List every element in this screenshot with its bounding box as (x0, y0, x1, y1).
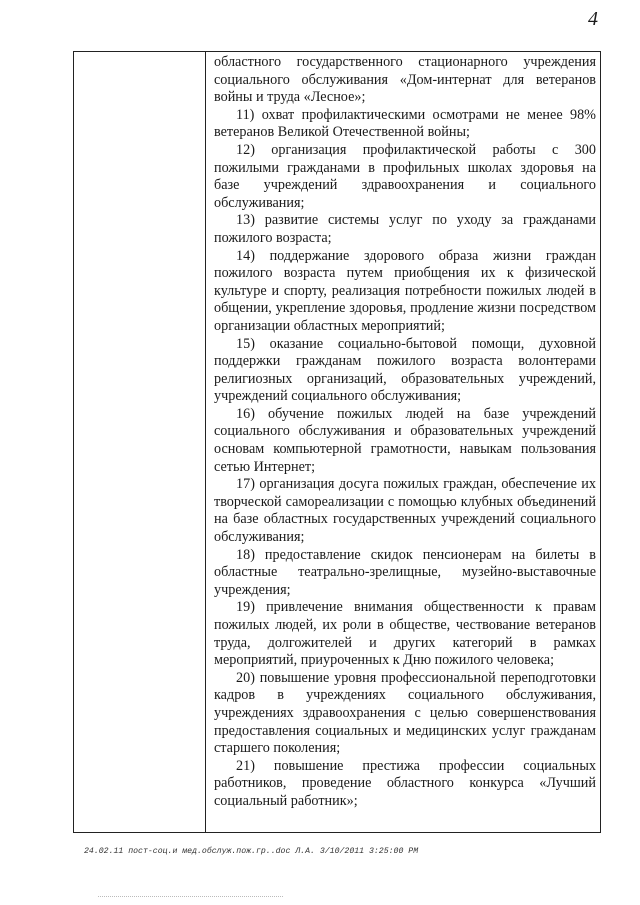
paragraph-item-16: 16) обучение пожилых людей на базе учреждений социального обслуживания и образовательных учреждений основам компьютерной грамотности, навыкам пользования сетью Интернет; (214, 405, 596, 475)
paragraph-item-12: 12) организация профилактической работы с 300 пожилыми гражданами в профильных школах здоровья на базе учреждений здравоохранения и социального обслуживания; (214, 141, 596, 211)
page-number: 4 (588, 8, 598, 30)
table-left-column (74, 52, 206, 832)
paragraph-item-13: 13) развитие системы услуг по уходу за гражданами пожилого возраста; (214, 212, 596, 246)
paragraph-item-17: 17) организация досуга пожилых граждан, обеспечение их творческой самореализации с помощью клубных объединений на базе областных государственных учреждений социального обслуживания; (214, 476, 596, 546)
paragraph-item-15: 15) оказание социально-бытовой помощи, духовной поддержки гражданам пожилого возраста волонтерами религиозных организаций, образовательных учреждений, учреждений социального обслуживания; (214, 335, 596, 405)
scan-artifact-line (98, 896, 283, 897)
paragraph-item-14: 14) поддержание здорового образа жизни граждан пожилого возраста путем приобщения их к физической культуре и спорту, реализация потребности пожилых людей в общении, укрепление здоровья, продление жизни посредством организации областных мероприятий; (214, 247, 596, 334)
paragraph-item-21: 21) повышение престижа профессии социальных работников, проведение областного конкурса «Лучший социальный работник»; (214, 757, 596, 809)
paragraph-item-20: 20) повышение уровня профессиональной переподготовки кадров в учреждениях социального обслуживания, учреждениях здравоохранения с целью совершенствования предоставления социальных и медицинских услуг гражданам старшего поколения; (214, 669, 596, 757)
paragraph-item-18: 18) предоставление скидок пенсионерам на билеты в областные театрально-зрелищные, музейно-выставочные учреждения; (214, 546, 596, 598)
paragraph-item-11: 11) охват профилактическими осмотрами не менее 98% ветеранов Великой Отечественной войны; (214, 106, 596, 141)
paragraph-continuation: областного государственного стационарного учреждения социального обслуживания «Дом-интернат для ветеранов войны и труда «Лесное»; (214, 54, 596, 106)
content-table (73, 51, 601, 833)
table-right-column (214, 54, 596, 811)
paragraph-item-19: 19) привлечение внимания общественности к правам пожилых людей, их роли в обществе, чествование ветеранов труда, долгожителей и других категорий в рамках мероприятий, приуроченных к Дню пожилого человека; (214, 599, 596, 669)
document-footer: 24.02.11 пост-соц.и мед.обслуж.пож.гр..doc Л.А. 3/10/2011 3:25:00 PM (84, 847, 419, 856)
